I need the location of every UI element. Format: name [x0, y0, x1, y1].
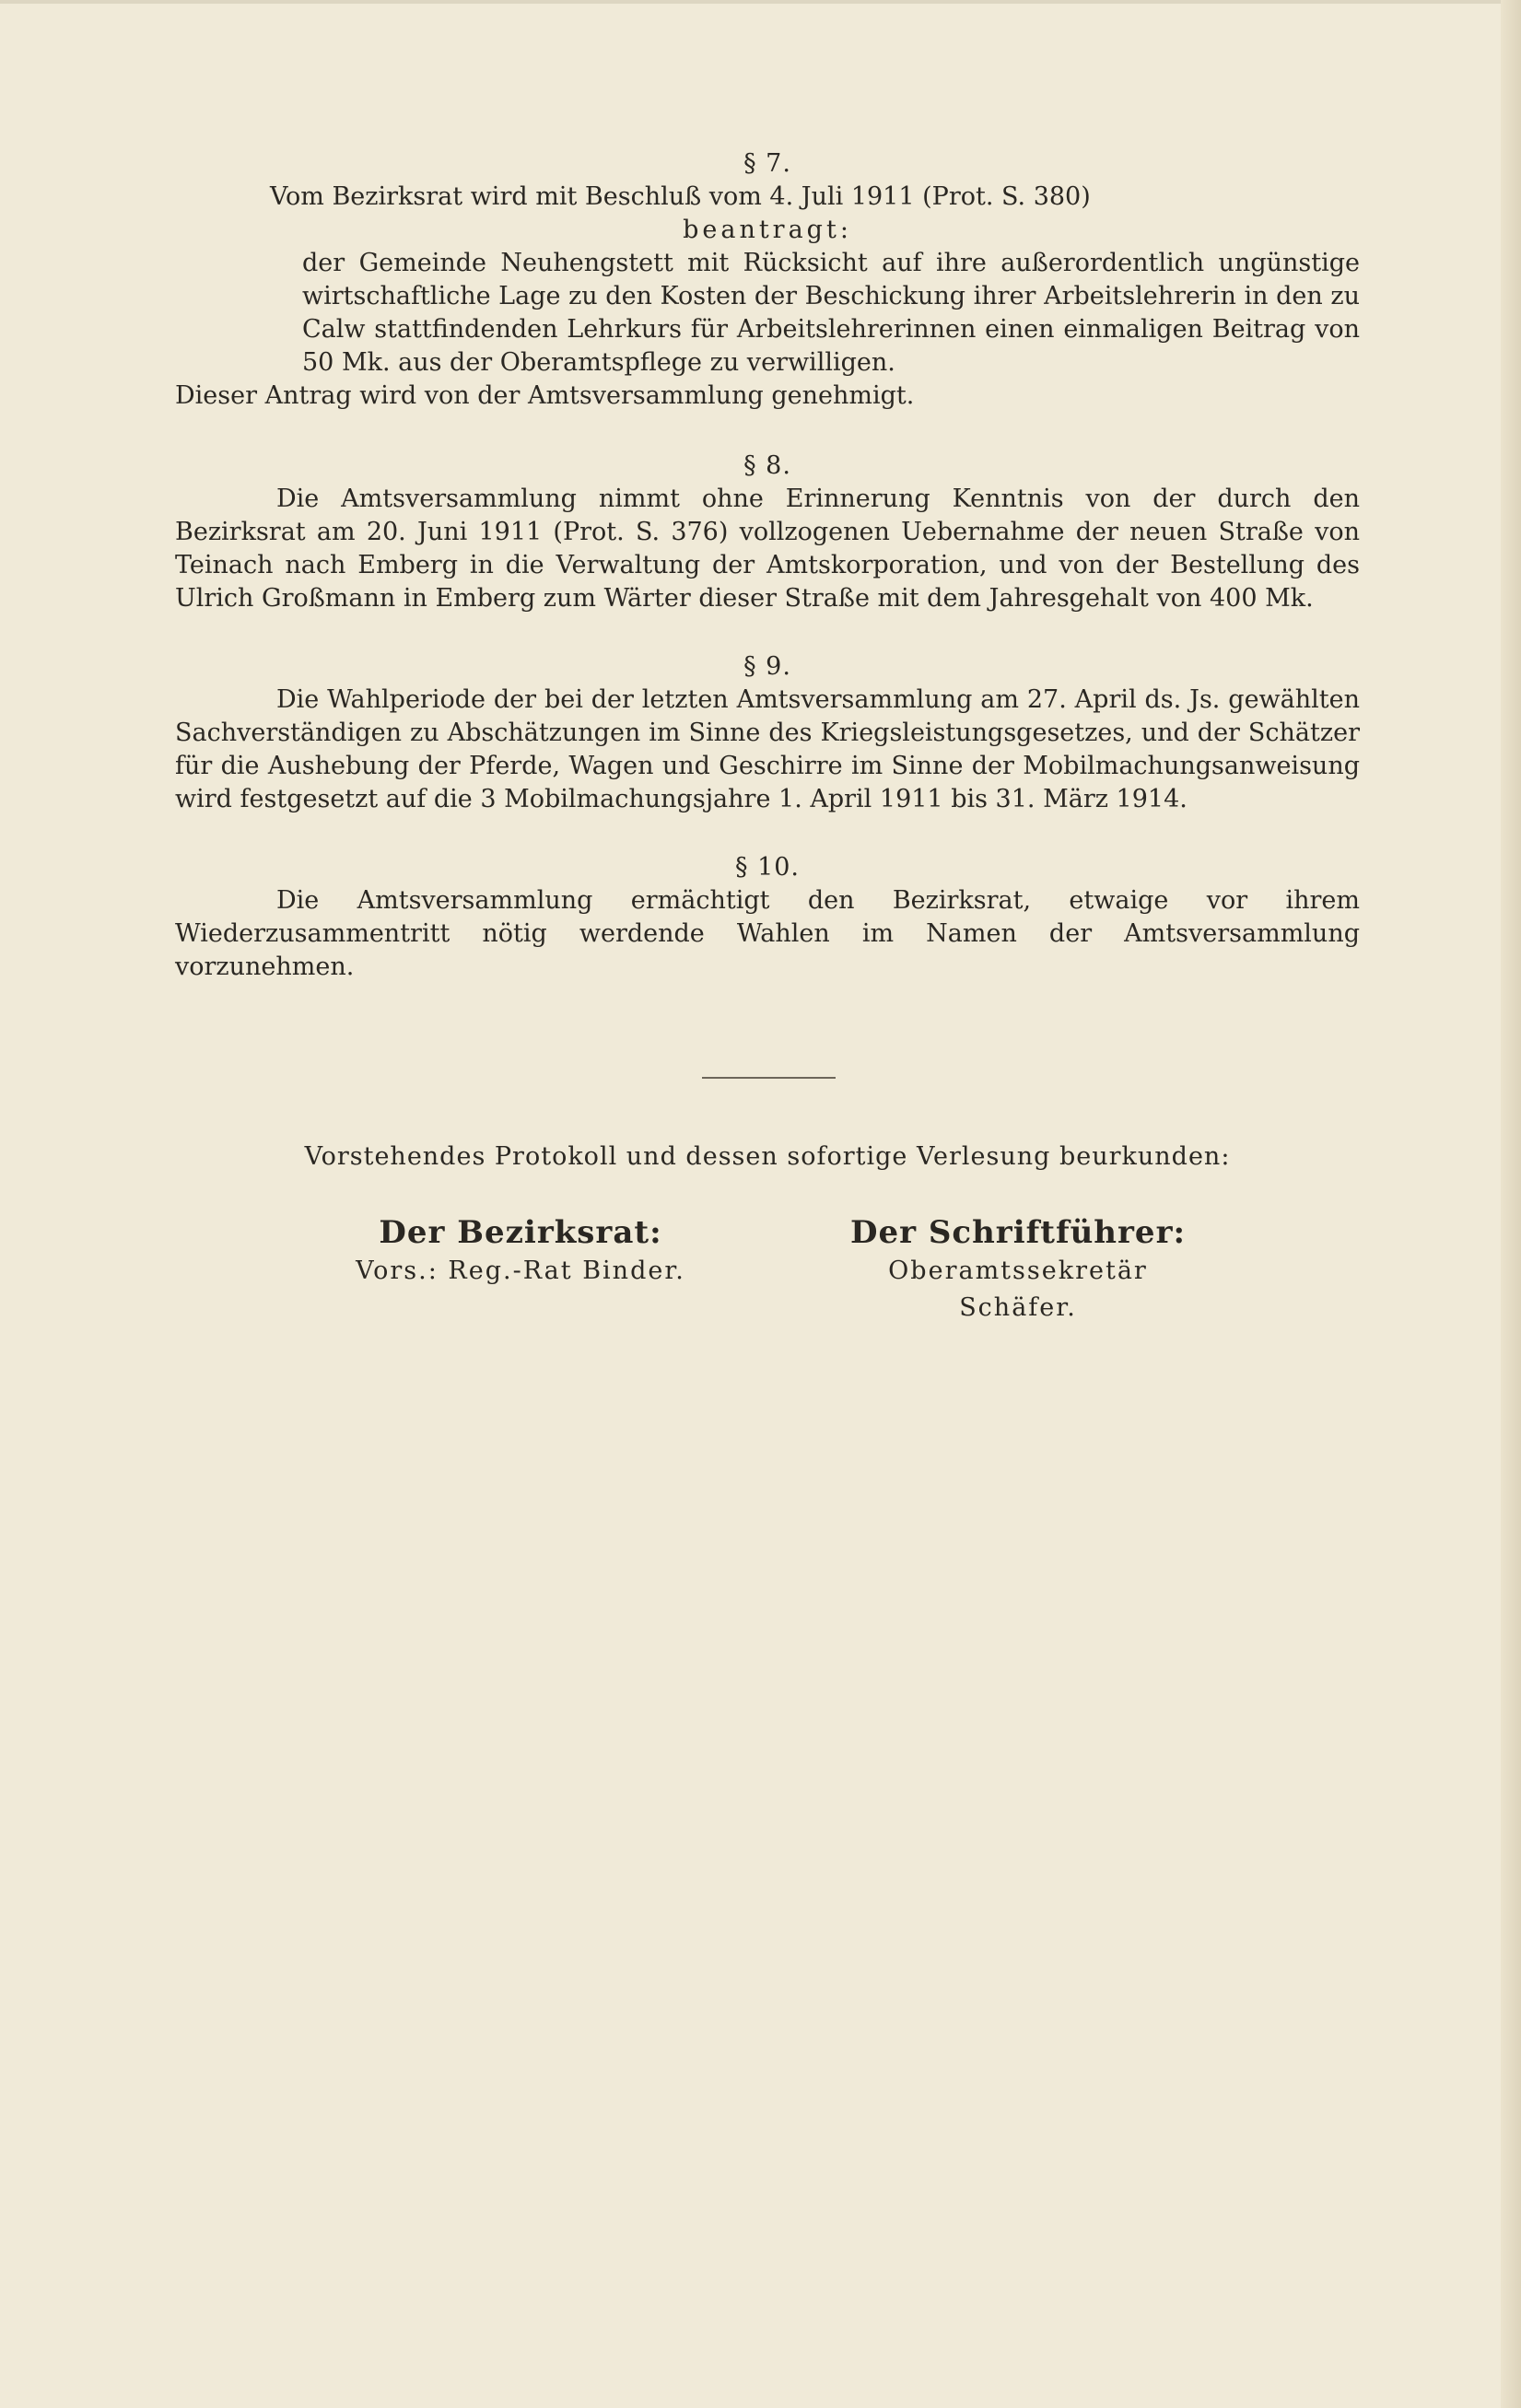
- section-keyword: beantragt:: [683, 216, 852, 244]
- signature-title: Der Bezirksrat:: [379, 1214, 662, 1251]
- section-heading: § 8.: [743, 451, 791, 480]
- section-heading: § 7.: [743, 149, 791, 178]
- section-closing: Dieser Antrag wird von der Amtsversammlung genehmigt.: [175, 381, 915, 410]
- page-top-edge: [0, 0, 1521, 4]
- divider-line: [702, 1077, 836, 1079]
- section-body: Die Wahlperiode der bei der letzten Amtsversammlung am 27. April ds. Js. gewählten Sachverständigen zu Abschätzungen im Sinne des Kriegsleistungsgesetzes, und der Schätzer für die Aushebung der Pferde, Wagen und Geschirre im Sinne der Mobilmachungsanweisung wird festgesetzt auf die 3 Mobilmachungsjahre 1. April 1911 bis 31. März 1914.: [175, 685, 1360, 813]
- page-edge-shadow: [1501, 0, 1521, 2408]
- section-intro: Vom Bezirksrat wird mit Beschluß vom 4. Juli 1911 (Prot. S. 380): [270, 182, 1091, 211]
- protocol-body: [175, 147, 1360, 1019]
- signature-schriftfuehrer: [829, 1212, 1207, 1327]
- section-9: [175, 650, 1360, 816]
- section-heading: § 10.: [734, 853, 801, 882]
- signature-title: Der Schriftführer:: [849, 1214, 1187, 1251]
- section-body: Die Amtsversammlung ermächtigt den Bezirksrat, etwaige vor ihrem Wiederzusammentritt nötig werdende Wahlen im Namen der Amtsversammlung vorzunehmen.: [175, 886, 1360, 981]
- section-7: [175, 147, 1360, 413]
- signature-name: Vors.: Reg.-Rat Binder.: [356, 1257, 685, 1285]
- section-8: [175, 450, 1360, 615]
- signature-name: Oberamtssekretär Schäfer.: [888, 1257, 1148, 1322]
- section-body: der Gemeinde Neuhengstett mit Rücksicht auf ihre außerordentlich ungünstige wirtschaftliche Lage zu den Kosten der Beschickung ihrer Arbeitslehrerin in den zu Calw stattfindenden Lehrkurs für Arbeitslehrerinnen einen einmaligen Beitrag von 50 Mk. aus der Oberamtspflege zu verwilligen.: [302, 249, 1360, 377]
- attestation-line: Vorstehendes Protokoll und dessen sofortige Verlesung beurkunden:: [304, 1142, 1231, 1171]
- signature-bezirksrat: [350, 1212, 691, 1290]
- section-body: Die Amtsversammlung nimmt ohne Erinnerung Kenntnis von der durch den Bezirksrat am 20. Juni 1911 (Prot. S. 376) vollzogenen Uebernahme der neuen Straße von Teinach nach Emberg in die Verwaltung der Amtskorporation, und von der Bestellung des Ulrich Großmann in Emberg zum Wärter dieser Straße mit dem Jahresgehalt von 400 Mk.: [175, 485, 1360, 613]
- section-10: [175, 851, 1360, 984]
- section-heading: § 9.: [743, 652, 791, 681]
